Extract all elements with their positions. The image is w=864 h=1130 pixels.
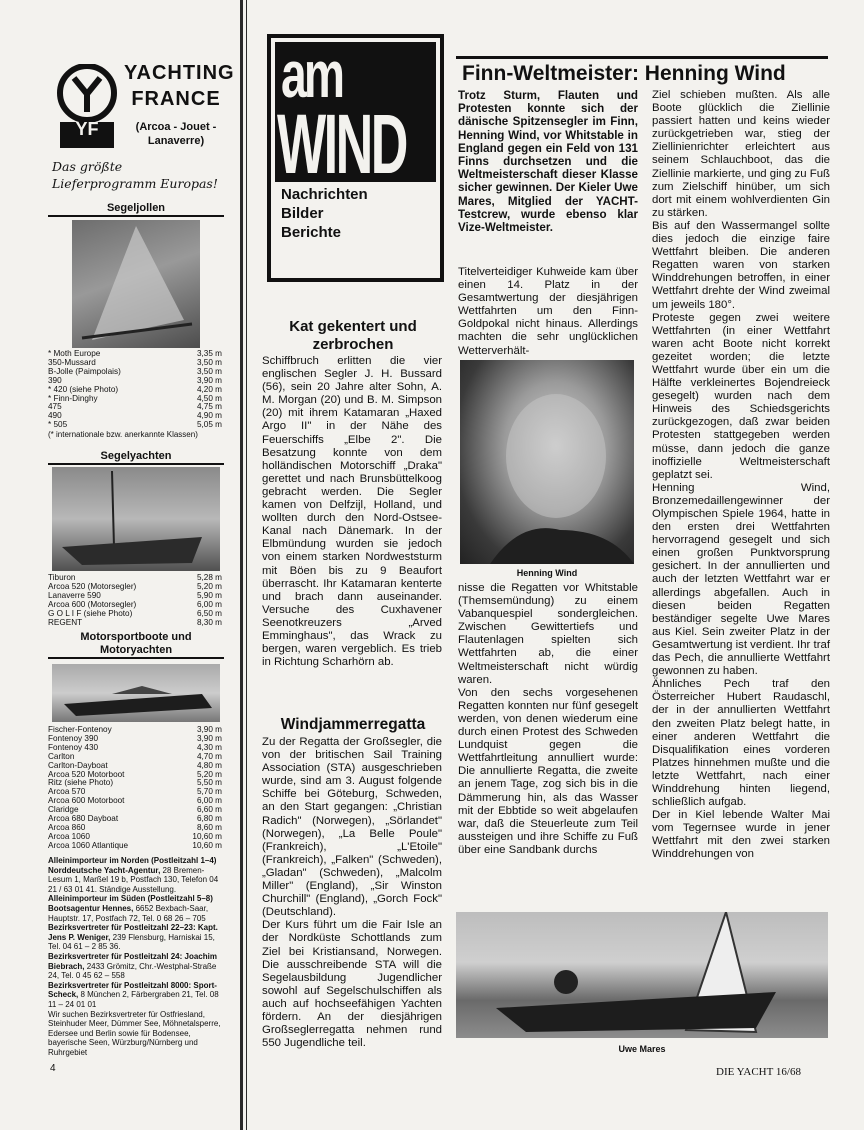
item-name: Arcoa 1060 [48,831,90,841]
caption-henning-wind: Henning Wind [516,568,578,578]
item-size: 4,30 m [196,742,222,752]
item-size: 10,60 m [192,831,222,841]
page-number: 4 [50,1063,56,1074]
item-name: * Moth Europe [48,349,101,358]
motorboat-photo [52,664,220,722]
item-name: Arcoa 520 (Motorsegler) [48,581,137,591]
item-size: 5,05 m [196,420,222,430]
contact-details: 8 München 2, Färbergraben 21, Tel. 08 11 – 24 01 01 [48,990,219,1009]
item-size: 6,00 m [196,796,222,806]
item-name: 490 [48,411,62,421]
item-size: 5,90 m [196,590,222,600]
item-name: Arcoa 860 [48,822,86,832]
item-size: 8,30 m [196,617,222,627]
contact-agent: Alleinimporteur im Norden (Postleitzahl 1–4) Norddeutsche Yacht-Agentur, [48,856,217,875]
list-item [48,412,222,421]
contact-entry [48,981,224,1010]
item-size: 3,90 m [196,733,222,743]
item-size: 3,35 m [196,349,222,358]
item-name: Arcoa 600 Motorboot [48,796,125,806]
item-name: REGENT [48,617,83,627]
list-item [48,842,222,851]
brand-subtitle: (Arcoa - Jouet - Lanaverre) [135,121,217,147]
item-size: 4,80 m [196,760,222,770]
item-size: 4,90 m [196,411,222,421]
section-heading-motorboote: Motorsportboote und Motoryachten [48,631,224,659]
contact-details: 239 Flensburg, Harniskai 15, Tel. 04 61 – 2 85 36. [48,932,215,952]
list-item [48,421,222,430]
logo-letters: YF [75,119,99,139]
list-item [48,395,222,404]
wind-word: WIND [277,97,406,191]
item-size: 3,90 m [196,725,222,734]
item-name: Arcoa 520 Motorboot [48,769,125,779]
item-size: 6,00 m [196,599,222,609]
brand-block [48,58,235,154]
article-finn-col1-top: Titelverteidiger Kuhweide kam über einen 14. Platz in der Gesamtwertung der diesjährigen Wettfahrten um den Finn-Goldpokal nicht hinaus. Allerdings machten die sehr unglücklichen Wetterverhält- [458,266,638,357]
item-name: Arcoa 1060 Atlantique [48,840,129,850]
yacht-photo [52,467,220,571]
item-size: 5,20 m [196,769,222,779]
contact-entry [48,894,224,923]
am-wind-banner [275,37,436,191]
slogan: Das größte Lieferprogramm Europas! [52,159,218,191]
am-word: am [281,37,343,111]
paragraph: Der in Kiel lebende Walter Mai vom Tegernsee wurde in jener Wettfahrt mit den zwei starken Winddrehungen von [652,809,830,861]
contact-entry [48,923,224,952]
article-kat-body: Schiffbruch erlitten die vier englischen Segler J. H. Bussard (56), sein 20 Jahre alter Sohn, A. M. Morgan (20) und B. M. Simpson (20) mit ihrem Katamaran „Haxed Argo II" in der Nähe des Feuerschiffs „Elbe 2". Die Besatzung konnte von dem holländischen Motorschiff „Draka" gerettet und nach Brunsbüttelkoog gebracht werden. Die Segler kamen von Delfzijl, Holland, und wollten durch den Nord-Ostsee-Kanal nach Dänemark. In der Elbmündung wurden sie jedoch von einem starken Nordweststurm mit Böen bis zu 9 Beaufort überrascht. Ihr Katamaran kenterte und brach dann auseinander. Versuche des Cuxhavener Seenotkreuzers „Arved Emminghaus", das Wrack zu bergen, waren vergeblich. Es trieb in Richtung Scharhörn ab. [262,355,442,669]
item-name: B-Jolle (Paimpolais) [48,366,121,376]
heading-kat-gekentert: Kat gekentert und zerbrochen [289,318,417,353]
article-title: Finn-Weltmeister: Henning Wind [462,62,786,85]
paragraph: Ähnliches Pech traf den Österreicher Hubert Raudaschl, der in der annullierten Wettfahrt den zweiten Platz belegt hatte, in einer anderen Wettfahrt die Disqualifikation eines vorderen Platzes hinnehmen mußte und die letzte Wettfahrt, nach einer Winddrehung hinten liegend, schließlich aufgab. [652,678,830,809]
heading-windjammerregatta: Windjammerregatta [280,716,426,733]
finn-dinghy-icon [456,912,828,1038]
item-name: Arcoa 600 (Motorsegler) [48,599,137,609]
sail-icon [72,220,200,348]
magazine-issue: DIE YACHT 16/68 [716,1066,801,1078]
item-size: 6,60 m [196,805,222,815]
item-name: Arcoa 680 Dayboat [48,814,119,824]
list-item [48,619,222,628]
contact-details: 2433 Grömitz, Chr.-Westphal-Straße 24, Tel. 0 45 62 – 558 [48,961,217,981]
article-lead: Trotz Sturm, Flauten und Protesten konnte sich der dänische Spitzensegler im Finn, Henning Wind, vor Whitstable in England gegen ein Feld von 131 Finns durchsetzen und die Weltmeisterschaft dieser Klasse sicher gewinnen. Der Kieler Uwe Mares, Mitglied der YACHT-Testcrew, wurde ebenso klar Vize-Weltmeister. [458,89,638,235]
item-name: Fontenoy 390 [48,733,99,743]
contact-agent: Bezirksvertreter für Postleitzahl 8000: Sport-Scheck, [48,980,217,1000]
column-rule [240,0,243,1130]
column-rule-thin [246,0,247,1130]
item-name: Lanaverre 590 [48,590,101,600]
henning-wind-photo [460,360,634,564]
contact-info [48,856,224,1057]
item-name: G O L I F (siehe Photo) [48,608,133,618]
article-finn-col1-bottom: nisse die Regatten vor Whitstable (Themsemündung) zu einem Vabanquespiel sondergleichen. Zwischen Gewittertiefs und Flautenlagen spielten sich Wettfahrten ab, die einer Weltmeisterschaft nicht würdig waren. Von den sechs vorgesehenen Regatten konnten nur fünf gesegelt werden, von denen wiederum eine durch einen Protest des Schweden Lundquist gegen die Wettfahrtleitung annulliert wurde: Die annullierte Regatta, die zweite an jenem Tage, zog sich bis in die Dämmerung hin, als das Wasser mit der Ebbtide so weit abgelaufen war, daß die Steuerleute zum Teil aussteigen und ihre Schiffe zu Fuß über eine Sandbank durchs [458,582,638,856]
yacht-icon [52,467,220,571]
brand-name: YACHTING FRANCE [124,62,235,110]
contact-entry [48,952,224,981]
list-segelyachten [48,574,222,627]
contact-agent: Alleinimporteur im Süden (Postleitzahl 5–8) Bootsagentur Hennes, [48,894,213,913]
title-rule [456,56,828,59]
list-motorboote [48,726,222,851]
item-size: 8,60 m [196,822,222,832]
paragraph: Bis auf den Wassermangel sollte dies jedoch die einzige faire Wettfahrt bleiben. Die anderen Regatten waren von starken Winddrehungen betroffen, in einer Wettfahrt drehte der Wind zweimal um jeweils 180°. [652,219,830,311]
item-size: 5,28 m [196,573,222,582]
item-name: Tiburon [48,573,76,582]
contact-entry [48,856,224,894]
list-segeljollen [48,350,222,439]
am-wind-column-box [267,34,444,282]
item-name: Ritz (siehe Photo) [48,778,114,788]
section-heading-segelyachten: Segelyachten [48,449,224,465]
paragraph: Ziel schieben mußten. Als alle Boote glücklich die Ziellinie passiert hatten und keins wieder zurückgetrieben war, stieg der Ziellinienrichter erleichtert aus seinem Schlauchboot, das die Ziellinie markierte, und ging zu Fuß zum Zielschiff hinüber, um sich dort mit einem wohlverdienten Gin zu stärken. [652,89,830,219]
contact-details: 6652 Bexbach-Saar, Hauptstr. 17, Postfach 72, Tel. 0 68 26 – 705 [48,903,209,923]
article-windjammer-body: Zu der Regatta der Großsegler, die von der britischen Sail Training Association (STA) ausgeschrieben wurde, sind am 3. August folgende Schiffe bei Göteburg, Schweden, an den Start gegangen: „Christian Radich" (Norwegen), „Sörlandet" (Norwegen), „La Belle Poule" (Frankreich), „L'Etoile" (Frankreich), „Falken" (Schweden), „Gladan" (Schweden), „Malcolm Miller" (England), „Sir Winston Churchill" (England), „Gorch Fock" (Deutschland). Der Kurs führt um die Fair Isle an der Nordküste Schottlands zum Ziel bei Kristiansand, Norwegen. Die ausschreibende STA will die Segelausbildung Jugendlicher sowohl auf Segelschulschiffen als auch auf hochseefähigen Yachten fördern. An der diesjährigen Großseglerregatta nehmen rund 550 Jugendliche teil. [262,736,442,1050]
item-name: Arcoa 570 [48,787,86,797]
caption-uwe-mares: Uwe Mares [618,1044,666,1054]
item-size: 5,20 m [196,581,222,591]
item-name: 350-Mussard [48,357,96,367]
item-size: 4,70 m [196,751,222,761]
item-name: Fischer-Fontenoy [48,725,112,734]
section-heading-segeljollen: Segeljollen [48,201,224,217]
item-name: Carlton [48,751,75,761]
item-size: 3,50 m [196,366,222,376]
item-size: 6,50 m [196,608,222,618]
item-size: 5,50 m [196,778,222,788]
item-name: Carlton-Dayboat [48,760,108,770]
item-size: 4,20 m [196,384,222,394]
item-size: 5,70 m [196,787,222,797]
paragraph: Proteste gegen zwei weitere Wettfahrten (in einer Wettfahrt waren acht Boote nicht korrekt gezeitet worden; die letzte Wettfahrt wurde über ein um die Hälfte verkleinertes Bojendreieck gesegelt) wurden nach dem Hinweis des Schiedsgerichts zurückgezogen, daß zwar beiden Protesten stattgegeben werden müsse, dann jedoch die ganze inoffizielle Weltmeisterschaft geplatzt sei. [652,311,830,481]
item-size: 10,60 m [192,840,222,850]
item-size: 3,90 m [196,375,222,385]
item-name: * 420 (siehe Photo) [48,384,119,394]
motorboat-icon [52,664,220,722]
item-name: Claridge [48,805,79,815]
list-item [48,744,222,753]
item-size: 3,50 m [196,357,222,367]
box-subtitle: Nachrichten Bilder Berichte [281,186,368,241]
list-item [48,403,222,412]
list-item [48,368,222,377]
article-finn-col2 [652,89,830,862]
contact-details: 28 Bremen-Lesum 1, Marßel 19 b, Postfach 130, Telefon 04 21 / 63 01 41. Ständige Ausstellung. [48,865,219,894]
item-name: 390 [48,375,62,385]
item-name: * 505 [48,420,68,430]
contact-agent: Bezirksvertreter für Postleitzahl 24: Joachim Biebrach, [48,951,217,971]
contact-agent: Bezirksvertreter für Postleitzahl 22–23: Kapt. Jens P. Weniger, [48,923,218,942]
class-note: (* internationale bzw. anerkannte Klassen) [48,430,198,440]
item-size: 6,80 m [196,814,222,824]
paragraph: Henning Wind, Bronzemedaillengewinner der Olympischen Spiele 1964, hatte in den ersten drei Wettfahrten hervorragend gesegelt und sich einen großen Punktvorsprung gesichert. In der annullierten und auch der letzten Wettfahrt war er allerdings abgefallen. Auch in diesen beiden Regatten beständiger segelte Uwe Mares aus Kiel. Sein zweiter Platz in der Gesamtwertung ist verdient. Ihr traf das Pech, die annullierte Wettfahrt gewonnen zu haben. [652,481,830,678]
item-name: Fontenoy 430 [48,742,99,752]
item-name: 475 [48,402,62,412]
item-size: 4,75 m [196,402,222,412]
contact-entry [48,1010,224,1058]
dinghy-photo [72,220,200,348]
item-size: 4,50 m [196,393,222,403]
contact-details: Wir suchen Bezirksvertreter für Ostfriesland, Steinhuder Meer, Dümmer See, Möhnetalsperre, Edersee und Berlin sowie für Bodensee, bayerische Seen, Würzburg/Nürnberg und Ruhrgebiet [48,1009,221,1057]
uwe-mares-photo [456,912,828,1038]
item-name: * Finn-Dinghy [48,393,98,403]
portrait-icon [460,360,634,564]
